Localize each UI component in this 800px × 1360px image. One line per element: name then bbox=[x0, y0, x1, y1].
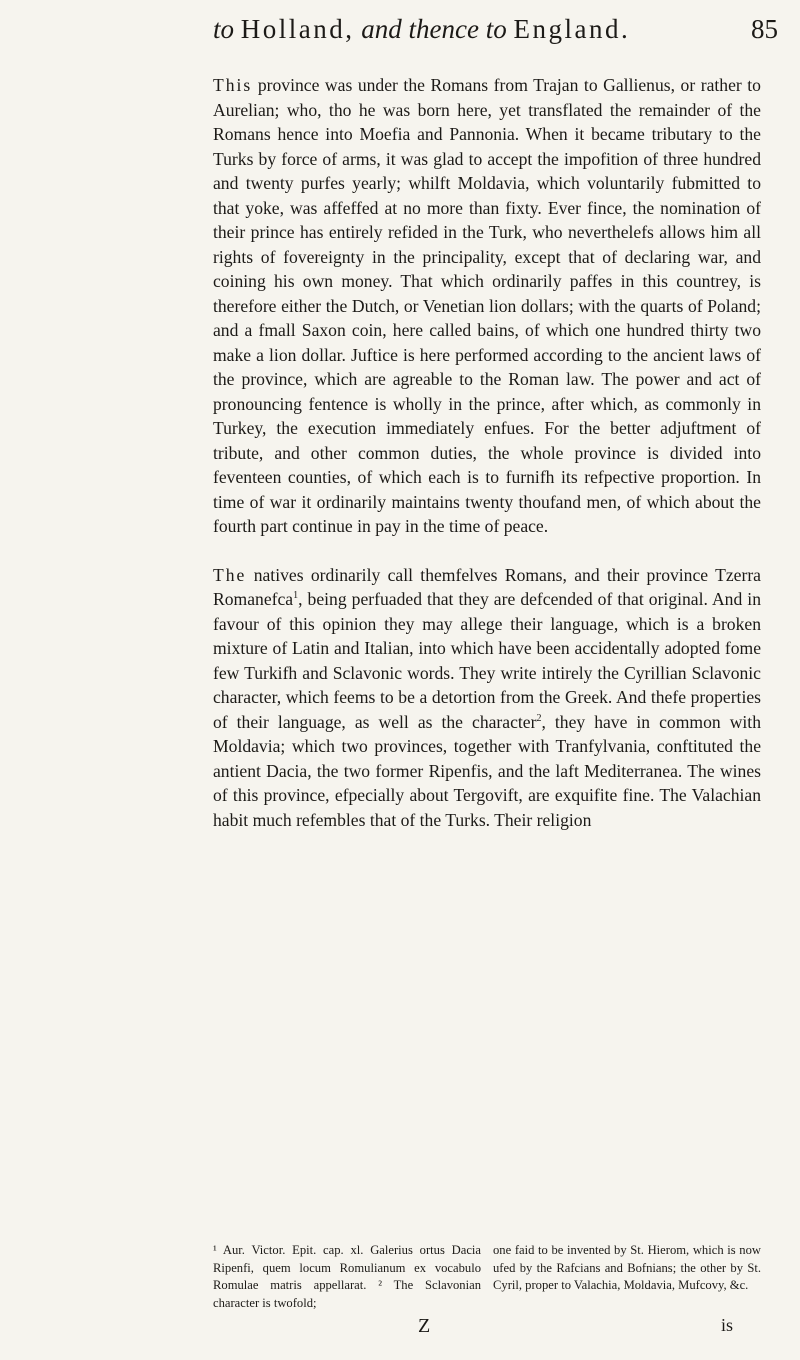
paragraph-2-text-b: , being perfuaded that they are defcended of that original. And in favour of this opinion they may allege their language, which is a broken mixture of Latin and Italian, into which have been accidentally adopted fome few Turkifh and Sclavonic words. They write intirely the Cyrillian Sclavonic character, which feems to be a detortion from the Greek. And thefe properties of their language, as well as the character bbox=[213, 589, 761, 732]
paragraph-2 bbox=[213, 563, 761, 833]
paragraph-2-lead: The bbox=[213, 564, 247, 585]
footnote-ref-1: 1 bbox=[293, 590, 299, 602]
paragraph-1 bbox=[213, 73, 761, 539]
paragraph-1-lead: This bbox=[213, 75, 253, 95]
footnote-left-column: ¹ Aur. Victor. Epit. cap. xl. Galerius ortus Dacia Ripenfi, quem locum Romulianum ex vocabulo Romulae matris appellarat. ² The Sclavonian character is twofold; bbox=[213, 1243, 481, 1310]
header-to: to bbox=[213, 14, 241, 44]
signature-mark: Z bbox=[418, 1315, 431, 1337]
header-and-thence: and thence to bbox=[354, 14, 514, 44]
header-holland: Holland, bbox=[240, 14, 355, 44]
page-number: 85 bbox=[751, 14, 778, 44]
footnote-right-column: one faid to be invented by St. Hierom, which is now ufed by the Rafcians and Bofnians; the other by St. Cyril, proper to Valachia, Moldavia, Mufcovy, &c. bbox=[493, 1243, 761, 1292]
footnote-ref-2: 2 bbox=[536, 712, 542, 724]
main-text bbox=[213, 73, 761, 832]
paragraph-2-text-a: natives ordinarily call themfelves Romans, and their province Tzerra Romanefca bbox=[213, 564, 761, 609]
header-england: England. bbox=[513, 14, 631, 44]
paragraph-2-text-c: , they have in common with Moldavia; which two provinces, together with Tranfylvania, conftituted the antient Dacia, the two former Ripenfis, and the laft Mediterranea. The wines of this province, efpecially about Tergovift, are exquifite fine. The Valachian habit much refembles that of the Turks. Their religion bbox=[213, 711, 761, 830]
running-header bbox=[213, 14, 798, 45]
footnotes bbox=[213, 1242, 761, 1312]
catchword: is bbox=[721, 1315, 734, 1335]
paragraph-1-text: province was under the Romans from Trajan to Gallienus, or rather to Aurelian; who, tho he was born here, yet transflated the remainder of the Romans hence into Moefia and Pannonia. When it became tributary to the Turks by force of arms, it was glad to accept the impofition of three hundred and twenty purfes yearly; whilft Moldavia, which voluntarily fubmitted to that yoke, was affeffed at no more than fixty. Ever fince, the nomination of their prince has entirely refided in the Turk, who neverthelefs allows him all rights of fovereignty in the principality, except that of declaring war, and coining his own money. That which ordinarily paffes in this countrey, is therefore either the Dutch, or Venetian lion dollars; with the quarts of Poland; and a fmall Saxon coin, here called bains, of which one hundred thirty two make a lion dollar. Juftice is here performed according to the ancient laws of the province, which are agreable to the Roman law. The power and act of pronouncing fentence is wholly in the prince, after which, as commonly in Turkey, the execution immediately enfues. For the better adjuftment of tribute, and other common duties, the whole province is divided into feventeen counties, of which each is to furnifh its refpective proportion. In time of war it ordinarily maintains twenty thoufand men, of which about the fourth part continue in pay in the time of peace. bbox=[213, 75, 761, 536]
